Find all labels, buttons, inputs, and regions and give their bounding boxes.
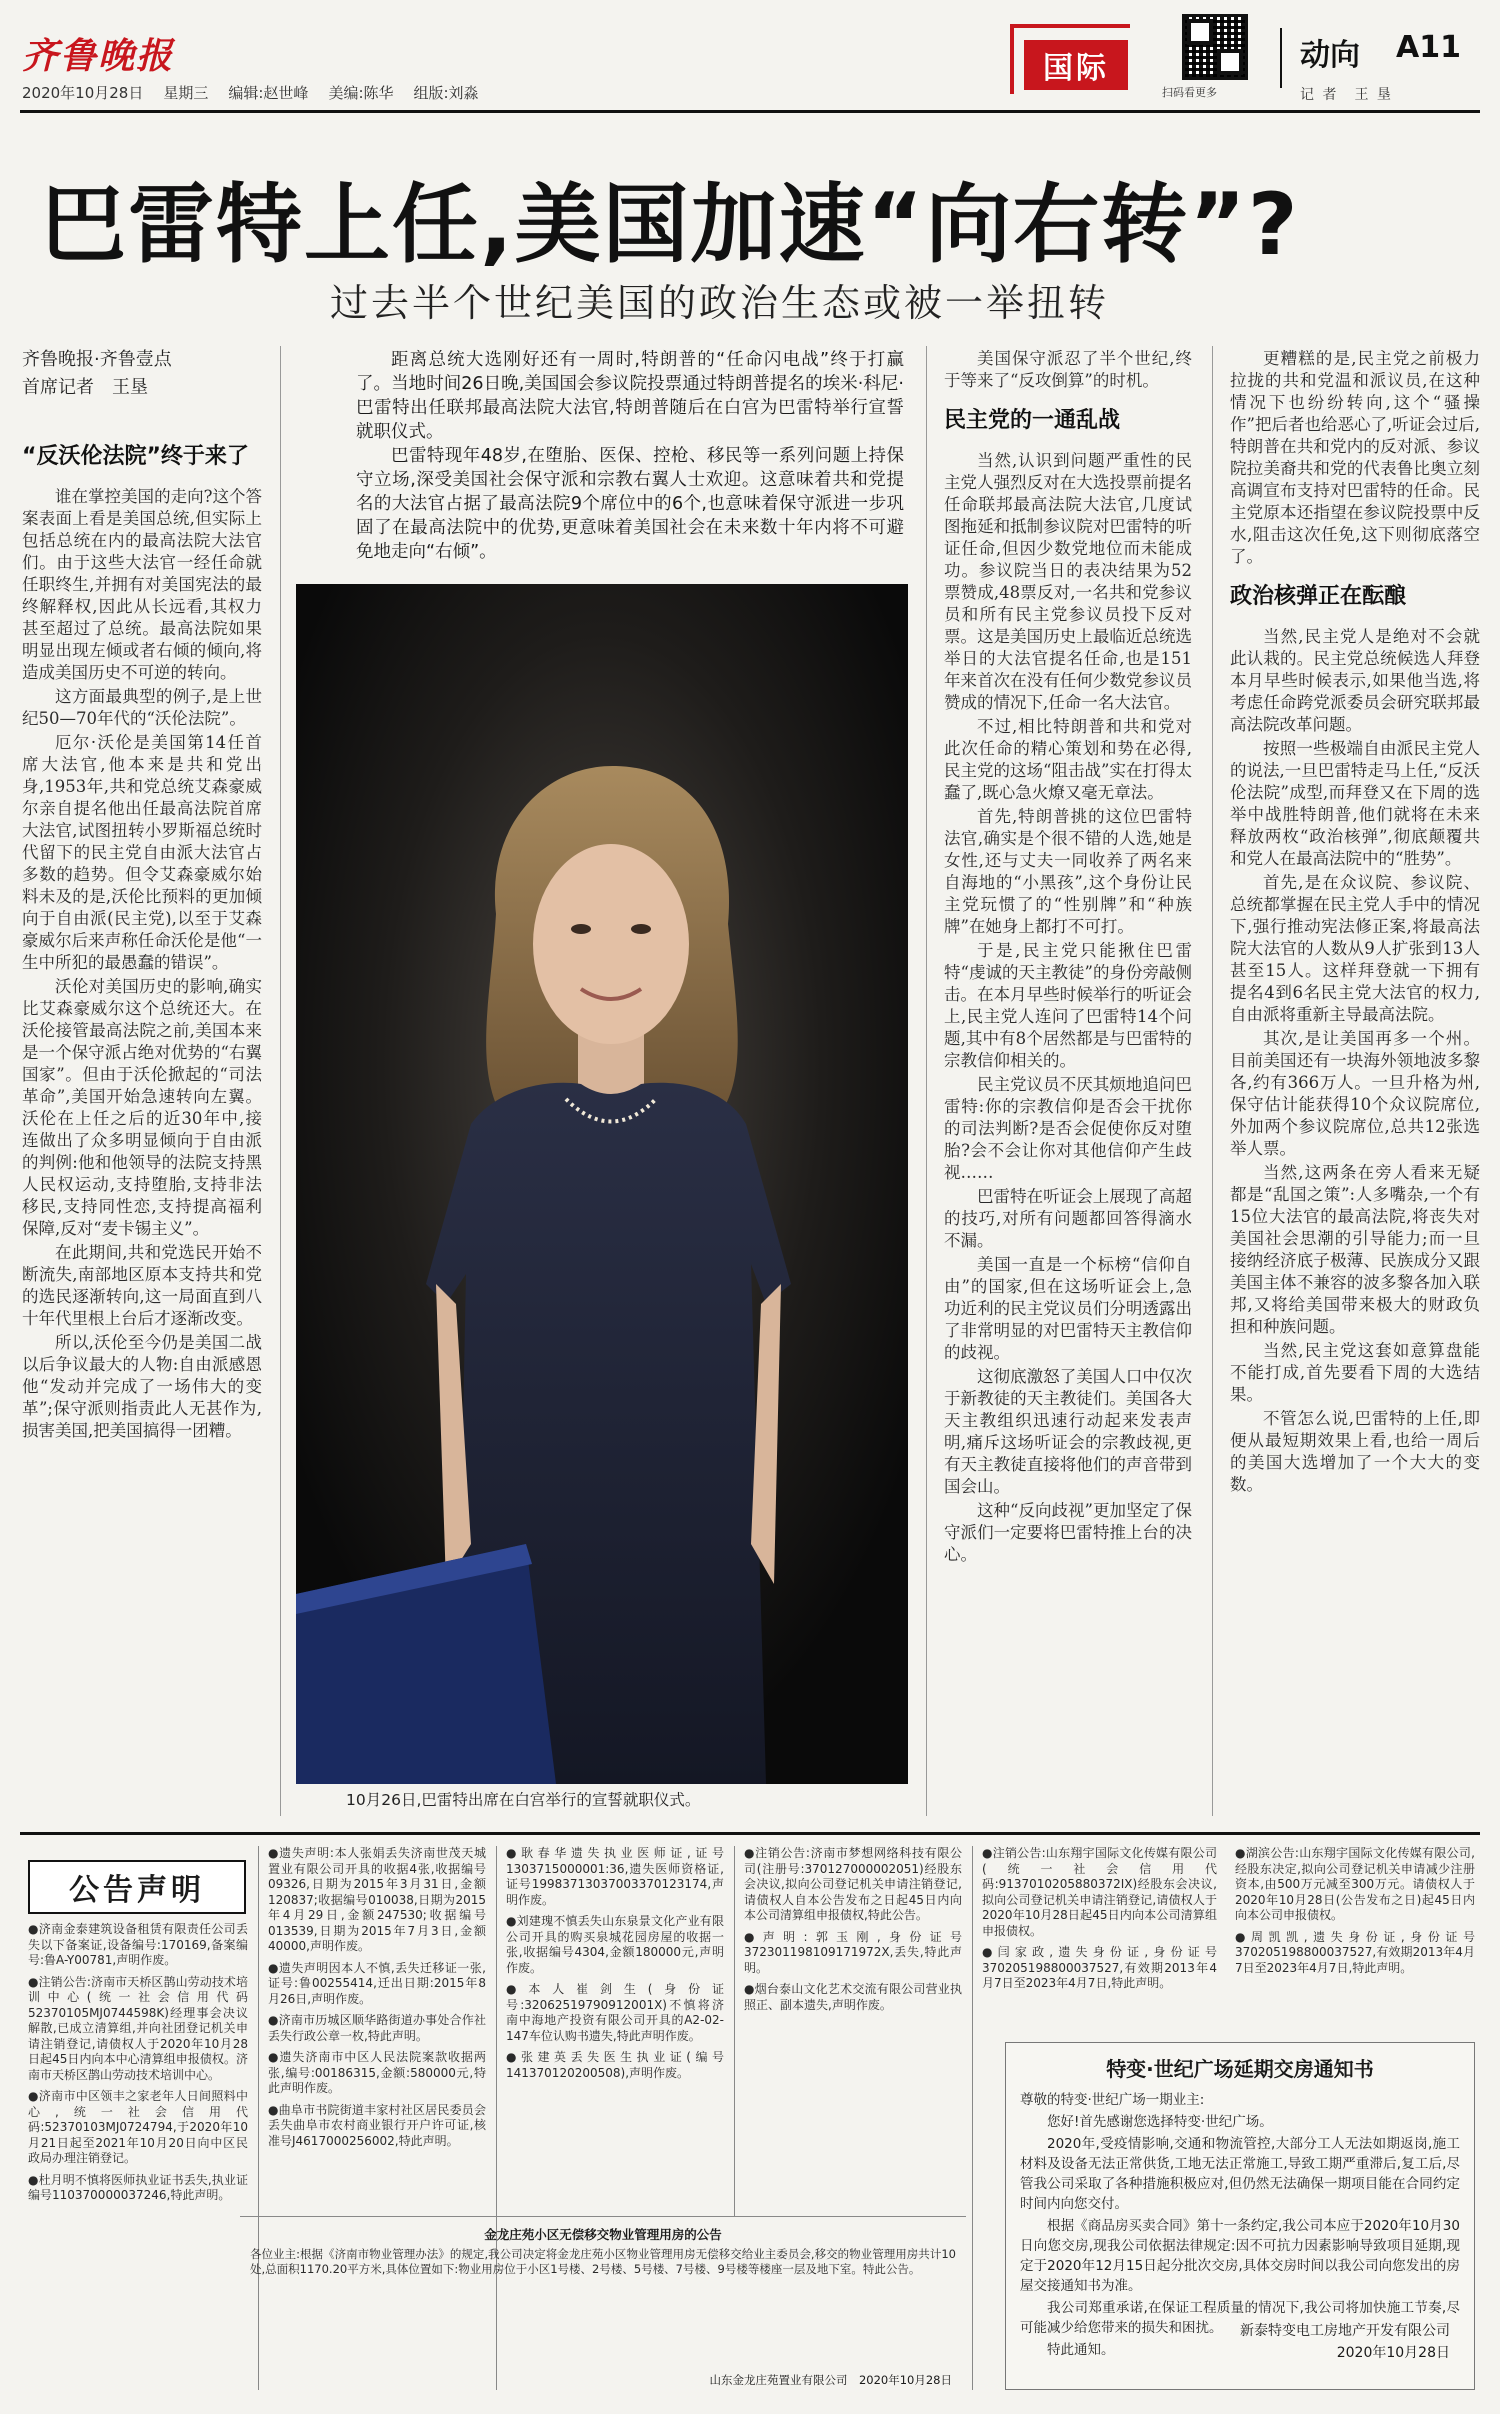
headline: 巴雷特上任,美国加速“向右转”? (40, 175, 1300, 275)
qr-caption: 扫码看更多 (1162, 86, 1217, 99)
column-1-heading: “反沃伦法院”终于来了 (22, 444, 249, 469)
delay-notice-paragraph: 根据《商品房买卖合同》第十一条约定,我公司本应于2020年10月30日向您交房,现我公司依据法律规定:因不可抗力因素影响导致项目延期,现定于2020年12月15日起分批次交房,具体交房时间以我公司向您发出的房屋交接通知书为准。 (1020, 2218, 1460, 2294)
delay-notice-title: 特变·世纪广场延期交房通知书 (1106, 2057, 1374, 2081)
paragraph: 所以,沃伦至今仍是美国二战以后争议最大的人物:自由派感恩他“发动并完成了一场伟大的变革”;保守派则指责此人无甚作为,损害美国,把美国搞得一团糟。 (22, 1333, 262, 1440)
paragraph: 美国保守派忍了半个世纪,终于等来了“反攻倒算”的时机。 (944, 349, 1192, 390)
paragraph: 按照一些极端自由派民主党人的说法,一旦巴雷特走马上任,“反沃伦法院”成型,而拜登又在下周的选举中战胜特朗普,他们就将在未来释放两枚“政治核弹”,彻底颠覆共和党人在最高法院中的“胜势”。 (1230, 739, 1480, 868)
article-column-3 (944, 348, 1192, 1818)
notice-item: ●曲阜市书院街道丰家村社区居民委员会丢失曲阜市农村商业银行开户许可证,核准号J4617000256002,特此声明。 (268, 2102, 486, 2148)
page-number: A11 (1396, 30, 1461, 65)
notice-item: ●注销公告:济南市梦想网络科技有限公司(注册号:370127000002051)经股东会决议,拟向公司登记机关申请注销登记,请债权人自本公告发布之日起45日内向本公司清算组申报债权,特此公告。 (744, 1846, 962, 1922)
notice-item: ●济南市中区领丰之家老年人日间照料中心,统一社会信用代码:52370103MJ0724794,于2020年10月21日起至2021年10月20日向中区民政局办理注销登记。 (28, 2089, 248, 2165)
notice-column-4 (744, 1846, 962, 2216)
masthead (0, 0, 1500, 120)
lede-paragraph: 距离总统大选刚好还有一周时,特朗普的“任命闪电战”终于打赢了。当地时间26日晚,美国国会参议院投票通过特朗普提名的埃米·科尼·巴雷特出任联邦最高法院大法官,特朗普随后在白宫为巴雷特举行宣誓就职仪式。 (356, 350, 904, 442)
notice-divider (972, 1846, 973, 2390)
notice-item: ●济南金泰建筑设备租赁有限责任公司丢失以下备案证,设备编号:170169,备案编号:鲁A-Y00781,声明作废。 (28, 1922, 248, 1967)
photo-caption: 10月26日,巴雷特出席在白宫举行的宣誓就职仪式。 (346, 1791, 701, 1809)
notice-item: ●遗失济南市中区人民法院案款收据两张,编号:00186315,金额:580000元,特此声明作废。 (268, 2050, 486, 2095)
delay-notice-greeting: 尊敬的特变·世纪广场一期业主: (1020, 2092, 1205, 2108)
newspaper-logo: 齐鲁晚报 (22, 35, 175, 77)
lede-paragraph: 巴雷特现年48岁,在堕胎、医保、控枪、移民等一系列问题上持保守立场,深受美国社会保守派和宗教右翼人士欢迎。这意味着共和党提名的大法官占据了最高法院9个席位中的6个,也意味着保守派进一步巩固了在最高法院中的优势,更意味着美国社会在未来数十年内将不可避免地走向“右倾”。 (356, 446, 904, 562)
byline-source: 齐鲁晚报·齐鲁壹点 (22, 349, 172, 370)
notice-item: ●遗失声明:本人张娟丢失济南世茂天城置业有限公司开具的收据4张,收据编号09326,日期为2015年3月31日,金额120837;收据编号010038,日期为2015年4月29日,金额247530;收据编号013539,日期为2015年7月3日,金额40000,声明作废。 (268, 1846, 486, 1953)
notice-item: ●注销公告:济南市天桥区鹊山劳动技术培训中心(统一社会信用代码52370105MJ0744598K)经理事会决议解散,已成立清算组,并向社团登记机关申请注销登记,请债权人于2020年10月28日起45日内向本中心清算组申报债权。济南市天桥区鹊山劳动技术培训中心。 (28, 1974, 248, 2082)
page-reporter: 记 者 王 垦 (1300, 87, 1393, 103)
notice-item: ●注销公告:山东翔宇国际文化传媒有限公司(统一社会信用代码:9137010205880372IX)经股东会决议,拟向公司登记机关申请注销登记,请债权人于2020年10月28日起45日内向本公司清算组申报债权。 (982, 1846, 1217, 1938)
article-column-1 (22, 438, 262, 1818)
issue-meta (22, 82, 479, 103)
subheadline: 过去半个世纪美国的政治生态或被一举扭转 (330, 281, 1110, 325)
sub-notice-body: 各位业主:根据《济南市物业管理办法》的规定,我公司决定将金龙庄苑小区物业管理用房无偿移交给业主委员会,移交的物业管理用房共计10处,总面积1170.20平方米,具体位置如下:物业用房位于小区1号楼、2号楼、5号楼、7号楼、9号楼等楼座一层及地下室。特此公告。 (250, 2247, 956, 2276)
news-photo[interactable] (296, 584, 908, 1784)
paragraph: 民主党议员不厌其烦地追问巴雷特:你的宗教信仰是否会干扰你的司法判断?是否会促使你反对堕胎?会不会让你对其他信仰产生歧视…… (944, 1075, 1192, 1182)
barrett-portrait-image (296, 584, 908, 1784)
paragraph: 沃伦对美国历史的影响,确实比艾森豪威尔这个总统还大。在沃伦接管最高法院之前,美国本来是一个保守派占绝对优势的“右翼国家”。但由于沃伦掀起的“司法革命”,美国开始急速转向左翼。沃伦在上任之后的近30年中,接连做出了众多明显倾向于自由派的判例:他和他领导的法院支持黑人民权运动,支持堕胎,支持非法移民,支持同性恋,支持提高福利保障,反对“麦卡锡主义”。 (22, 977, 262, 1238)
sub-notice-title: 金龙庄苑小区无偿移交物业管理用房的公告 (484, 2227, 722, 2242)
notices-section (20, 1846, 1480, 2398)
notice-column-3 (506, 1846, 724, 2214)
issue-art-editor: 美编:陈华 (328, 84, 394, 102)
delay-notice-paragraph: 您好!首先感谢您选择特变·世纪广场。 (1047, 2114, 1273, 2130)
notice-divider (734, 1846, 735, 2216)
column-3-heading: 民主党的一通乱战 (944, 408, 1121, 433)
column-4-heading: 政治核弹正在酝酿 (1230, 584, 1407, 609)
masthead-divider (1280, 28, 1282, 88)
property-transfer-notice (240, 2216, 966, 2386)
paragraph: 这种“反向歧视”更加坚定了保守派们一定要将巴雷特推上台的决心。 (944, 1501, 1192, 1564)
article-lede (356, 348, 904, 568)
notice-column-6 (1235, 1846, 1475, 2036)
byline-reporter: 首席记者 王垦 (22, 377, 148, 398)
paragraph: 这方面最典型的例子,是上世纪50—70年代的“沃伦法院”。 (22, 687, 262, 728)
byline (22, 346, 172, 402)
paragraph: 更糟糕的是,民主党之前极力拉拢的共和党温和派议员,在这种情况下也纷纷转向,这个“骚操作”把后者也给恶心了,听证会过后,特朗普在共和党内的反对派、参议院拉美裔共和党的代表鲁比奥立刻高调宣布支持对巴雷特的任命。民主党原本还指望在参议院投票中反水,阻击这次任免,这下则彻底落空了。 (1230, 349, 1480, 566)
notice-item: ●声明:郭玉刚,身份证号372301198109171972X,丢失,特此声明。 (744, 1929, 962, 1975)
paragraph: 当然,这两条在旁人看来无疑都是“乱国之策”:人多嘴杂,一个有15位大法官的最高法院,将丧失对美国社会思潮的引导能力;而一旦接纳经济底子极薄、民族成分又跟美国主体不兼容的波多黎各加入联邦,又将给美国带来极大的财政负担和种族问题。 (1230, 1163, 1480, 1336)
paragraph: 首先,特朗普挑的这位巴雷特法官,确实是个很不错的人选,她是女性,还与丈夫一同收养了两名来自海地的“小黑孩”,这个身份让民主党玩惯了的“性别牌”和“种族牌”在她身上都打不可打。 (944, 807, 1192, 936)
delay-notice-date: 2020年10月28日 (1336, 2345, 1450, 2361)
column-divider (926, 346, 927, 1816)
notice-column-5 (982, 1846, 1217, 2036)
paragraph: 不管怎么说,巴雷特的上任,即便从最短期效果上看,也给一周后的美国大选增加了一个大大的变数。 (1230, 1409, 1480, 1494)
qr-code-icon[interactable] (1182, 14, 1248, 80)
notice-item: ●杜月明不慎将医师执业证书丢失,执业证编号110370000037246,特此声明。 (28, 2172, 248, 2202)
delay-notice-paragraph: 我公司郑重承诺,在保证工程质量的情况下,我公司将加快施工节奏,尽可能减少给您带来的损失和困扰。 (1020, 2300, 1460, 2336)
paragraph: 巴雷特在听证会上展现了高超的技巧,对所有问题都回答得滴水不漏。 (944, 1187, 1192, 1250)
notice-item: ●刘建瑰不慎丢失山东泉景文化产业有限公司开具的购买泉城花园房屋的收据一张,收据编号4304,金额180000元,声明作废。 (506, 1914, 724, 1975)
paragraph: 在此期间,共和党选民开始不断流失,南部地区原本支持共和党的选民逐渐转向,这一局面直到八十年代里根上台后才逐渐改变。 (22, 1243, 262, 1328)
notice-item: ●周凯凯,遗失身份证,身份证号370205198800037527,有效期2013年4月7日至2023年4月7日,特此声明。 (1235, 1929, 1475, 1975)
column-divider (280, 346, 281, 1816)
notice-item: ●湖滨公告:山东翔宇国际文化传媒有限公司,经股东决定,拟向公司登记机关申请减少注册资本,由500万元减至300万元。请债权人于2020年10月28日(公告发布之日)起45日内向本公司申报债权。 (1235, 1846, 1475, 1922)
delay-notice-signature: 新泰特变电工房地产开发有限公司 (1240, 2323, 1450, 2339)
paragraph: 当然,民主党人是绝对不会就此认栽的。民主党总统候选人拜登本月早些时候表示,如果他当选,将考虑任命跨党派委员会研究联邦最高法院改革问题。 (1230, 627, 1480, 734)
notices-rule (20, 1832, 1480, 1835)
article-column-4 (1230, 348, 1480, 1818)
paragraph: 当然,民主党这套如意算盘能不能打成,首先要看下周的大选结果。 (1230, 1341, 1480, 1404)
issue-editor: 编辑:赵世峰 (228, 84, 309, 102)
sub-notice-date: 山东金龙庄苑置业有限公司 2020年10月28日 (709, 2373, 952, 2387)
paragraph: 谁在掌控美国的走向?这个答案表面上看是美国总统,但实际上包括总统在内的最高法院大法官们。由于这些大法官一经任命就任职终生,并拥有对美国宪法的最终解释权,因此从长远看,其权力甚至超过了总统。最高法院如果明显出现左倾或者右倾的倾向,将造成美国历史不可逆的转向。 (22, 487, 262, 682)
delay-notice-paragraph: 特此通知。 (1047, 2342, 1115, 2358)
paragraph: 不过,相比特朗普和共和党对此次任命的精心策划和势在必得,民主党的这场“阻击战”实在打得太蠢了,既心急火燎又毫无章法。 (944, 717, 1192, 802)
paragraph: 当然,认识到问题严重性的民主党人强烈反对在大选投票前提名任命联邦最高法院大法官,几度试图拖延和抵制参议院对巴雷特的听证任命,但因少数党地位而未能成功。参议院当日的表决结果为52票赞成,48票反对,一名共和党参议员和所有民主党参议员投下反对票。这是美国历史上最临近总统选举日的大法官提名任命,也是151年来首次在没有任何少数党参议员赞成的情况下,任命一名大法官。 (944, 451, 1192, 712)
section-tab-label: 国际 (1024, 40, 1128, 90)
page-section-title: 动向 (1300, 38, 1360, 73)
issue-layout: 组版:刘淼 (413, 84, 479, 102)
delay-notice-paragraph: 2020年,受疫情影响,交通和物流管控,大部分工人无法如期返岗,施工材料及设备无法正常供货,工地无法正常施工,导致工期严重滞后,复工后,尽管我公司采取了各种措施积极应对,但仍然无法确保一期项目能在合同约定时间内向您交付。 (1020, 2136, 1460, 2212)
paragraph: 首先,是在众议院、参议院、总统都掌握在民主党人手中的情况下,强行推动宪法修正案,将最高法院大法官的人数从9人扩张到13人甚至15人。这样拜登就一下拥有提名4到6名民主党大法官的权力,自由派将重新主导最高法院。 (1230, 873, 1480, 1024)
notice-item: ●耿春华遗失执业医师证,证号1303715000001:36,遗失医师资格证,证号19983713037003370123174,声明作废。 (506, 1846, 724, 1907)
notice-item: ●济南市历城区顺华路街道办事处合作社丢失行政公章一枚,特此声明。 (268, 2013, 486, 2043)
section-tab (1010, 24, 1130, 94)
notice-item: ●遗失声明因本人不慎,丢失迁移证一张,证号:鲁00255414,迁出日期:2015年8月26日,声明作废。 (268, 1960, 486, 2006)
issue-date: 2020年10月28日 (22, 84, 144, 102)
masthead-rule (20, 110, 1480, 113)
column-divider (1212, 346, 1213, 1816)
notice-item: ●烟台泰山文化艺术交流有限公司营业执照正、副本遗失,声明作废。 (744, 1982, 962, 2012)
notice-column-1 (28, 1922, 248, 2390)
paragraph: 于是,民主党只能揪住巴雷特“虔诚的天主教徒”的身份旁敲侧击。在本月早些时候举行的听证会上,民主党人连问了巴雷特14个问题,其中有8个居然都是与巴雷特的宗教信仰相关的。 (944, 941, 1192, 1070)
paragraph: 美国一直是一个标榜“信仰自由”的国家,但在这场听证会上,急功近利的民主党议员们分明透露出了非常明显的对巴雷特天主教信仰的歧视。 (944, 1255, 1192, 1362)
paragraph: 这彻底激怒了美国人口中仅次于新教徒的天主教徒们。美国各大天主教组织迅速行动起来发表声明,痛斥这场听证会的宗教歧视,更有天主教徒直接将他们的声音带到国会山。 (944, 1367, 1192, 1496)
notices-badge: 公告声明 (28, 1860, 246, 1914)
paragraph: 其次,是让美国再多一个州。目前美国还有一块海外领地波多黎各,约有366万人。一旦升格为州,保守估计能获得10个众议院席位,外加两个参议院席位,总共12张选举人票。 (1230, 1029, 1480, 1158)
notice-item: ●本人崔剑生(身份证号:32062519790912001X)不慎将济南中海地产投资有限公司开具的A2-02-147车位认购书遗失,特此声明作废。 (506, 1982, 724, 2043)
paragraph: 厄尔·沃伦是美国第14任首席大法官,他本来是共和党出身,1953年,共和党总统艾森豪威尔亲自提名他出任最高法院首席大法官,试图扭转小罗斯福总统时代留下的民主党自由派大法官占多数的趋势。但令艾森豪威尔始料未及的是,沃伦比预料的更加倾向于自由派(民主党),以至于艾森豪威尔后来声称任命沃伦是他“一生中所犯的最愚蠢的错误”。 (22, 733, 262, 972)
notice-item: ●闫家政,遗失身份证,身份证号370205198800037527,有效期2013年4月7日至2023年4月7日,特此声明。 (982, 1945, 1217, 1990)
delivery-delay-notice (1005, 2042, 1475, 2390)
notice-item: ●张建英丢失医生执业证(编号141370120200508),声明作废。 (506, 2050, 724, 2080)
issue-weekday: 星期三 (163, 84, 209, 102)
